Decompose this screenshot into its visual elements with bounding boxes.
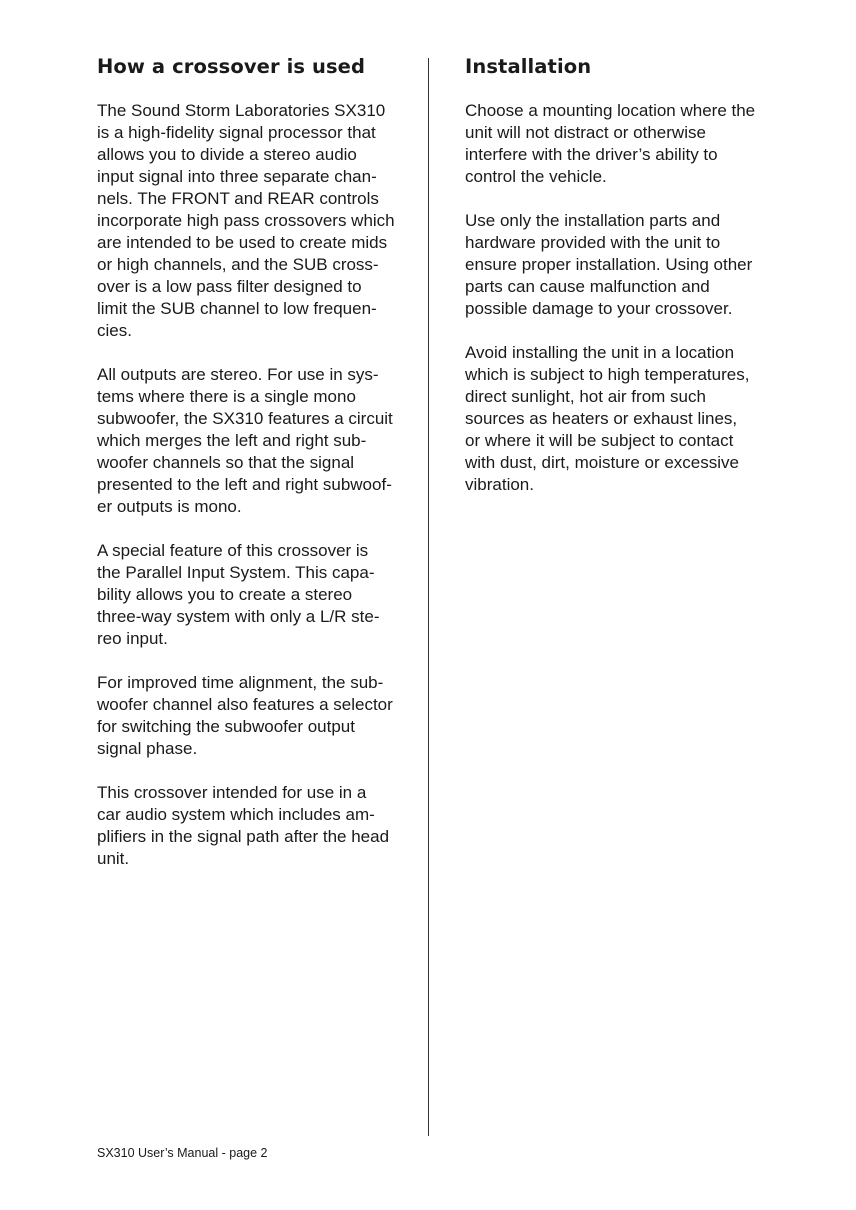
paragraph-stereo-outputs: All outputs are stereo. For use in sys- tems where there is a single mono subwoofer, the SX310 features a circuit which merges the left and right sub- woofer channels so that the signal presented to the left and right subwoof- er outputs is mono. — [97, 365, 393, 516]
paragraph-parallel-input: A special feature of this crossover is the Parallel Input System. This capa- bility allows you to create a stereo three-way system with only a L/R ste- reo input. — [97, 541, 380, 648]
paragraph-time-alignment: For improved time alignment, the sub- woofer channel also features a selector for switching the subwoofer output signal phase. — [97, 673, 393, 758]
column-divider — [428, 58, 429, 1136]
paragraph-mounting-location: Choose a mounting location where the unit will not distract or otherwise interfere with the driver’s ability to control the vehicle. — [465, 101, 756, 186]
section-heading-installation: Installation — [465, 55, 592, 78]
paragraph-intro: The Sound Storm Laboratories SX310 is a high-fidelity signal processor that allows you to divide a stereo audio input signal into three separate chan- nels. The FRONT and REAR controls incorporate high pass crossovers which are intended to be used to create mids or high channels, and the SUB cross- over is a low pass filter designed to limit the SUB channel to low frequen- cies. — [97, 101, 395, 340]
paragraph-avoid-locations: Avoid installing the unit in a location which is subject to high temperatures, direct sunlight, hot air from such sources as heaters or exhaust lines, or where it will be subject to contact with dust, dirt, moisture or excessive vibration. — [465, 343, 750, 494]
page-footer: SX310 User’s Manual - page 2 — [97, 1146, 268, 1160]
paragraph-intended-use: This crossover intended for use in a car audio system which includes am- plifiers in the signal path after the head unit. — [97, 783, 390, 868]
section-heading-crossover-use: How a crossover is used — [97, 55, 366, 78]
paragraph-installation-parts: Use only the installation parts and hardware provided with the unit to ensure proper installation. Using other parts can cause malfunction and possible damage to your crossover. — [465, 211, 753, 318]
right-column — [465, 52, 777, 496]
left-column — [97, 52, 409, 870]
